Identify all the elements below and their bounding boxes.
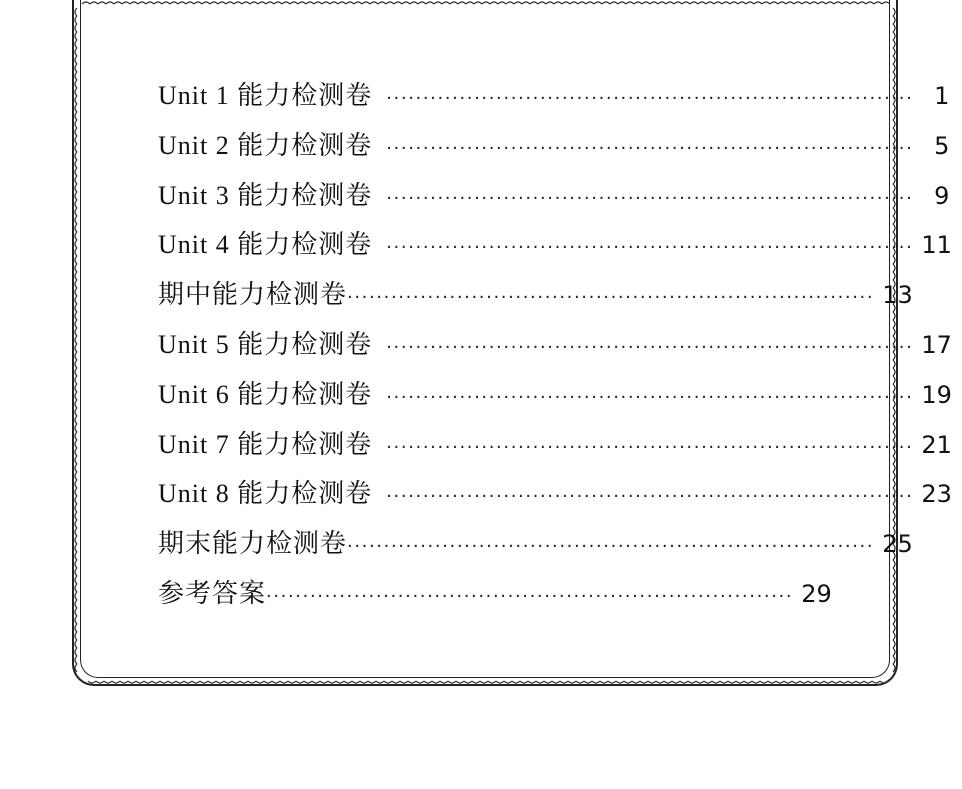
- toc-entry-title: 期末能力检测卷: [158, 529, 348, 559]
- toc-entry-leader: ········································································: [386, 237, 914, 259]
- toc-entry-title: Unit 6 能力检测卷: [158, 379, 373, 409]
- toc-entry-page: 21: [921, 430, 952, 459]
- toc-entry-unit-2[interactable]: [158, 125, 950, 175]
- toc-entry-page: 17: [921, 330, 952, 359]
- toc-entry-page: 13: [882, 281, 913, 310]
- toc-entry-unit-1[interactable]: [158, 75, 950, 125]
- toc-entry-page: 9: [934, 181, 950, 210]
- toc-entry-page: 23: [921, 480, 952, 509]
- toc-entry-leader: ········································································: [386, 336, 914, 358]
- table-of-contents: [158, 75, 952, 623]
- toc-entry-unit-6[interactable]: [158, 374, 952, 424]
- toc-entry-leader: ········································································: [386, 486, 914, 508]
- toc-entry-page: 11: [921, 231, 952, 260]
- toc-entry-leader: ········································································: [266, 585, 794, 607]
- toc-entry-unit-4[interactable]: [158, 224, 952, 274]
- toc-entry-title: 期中能力检测卷: [158, 280, 348, 310]
- toc-entry-title: Unit 2 能力检测卷: [158, 130, 373, 160]
- toc-entry-midterm[interactable]: [158, 274, 913, 324]
- toc-entry-unit-3[interactable]: [158, 175, 950, 225]
- toc-entry-title: Unit 3 能力检测卷: [158, 180, 373, 210]
- toc-entry-leader: ········································································: [386, 187, 914, 209]
- toc-entry-leader: ········································································: [347, 536, 875, 558]
- toc-entry-title: Unit 1 能力检测卷: [158, 81, 373, 110]
- toc-entry-final[interactable]: [158, 523, 913, 573]
- toc-entry-title: Unit 4 能力检测卷: [158, 230, 373, 260]
- toc-entry-page: 5: [934, 131, 950, 160]
- toc-entry-page: 1: [934, 82, 950, 110]
- toc-entry-unit-7[interactable]: [158, 424, 952, 474]
- toc-entry-leader: ········································································: [386, 436, 914, 458]
- toc-entry-page: 25: [882, 530, 913, 559]
- toc-entry-unit-5[interactable]: [158, 324, 952, 374]
- toc-entry-title: Unit 8 能力检测卷: [158, 479, 373, 509]
- toc-entry-leader: ········································································: [347, 287, 875, 309]
- toc-entry-title: 参考答案: [158, 578, 267, 608]
- toc-entry-title: Unit 7 能力检测卷: [158, 429, 373, 459]
- toc-entry-answers[interactable]: [158, 573, 832, 623]
- toc-entry-title: Unit 5 能力检测卷: [158, 329, 373, 359]
- toc-entry-unit-8[interactable]: [158, 473, 952, 523]
- toc-entry-leader: ········································································: [386, 386, 914, 408]
- toc-entry-page: 19: [921, 380, 952, 409]
- toc-entry-leader: ········································································: [386, 137, 914, 159]
- toc-entry-leader: ········································································: [386, 88, 914, 109]
- toc-entry-page: 29: [801, 579, 832, 608]
